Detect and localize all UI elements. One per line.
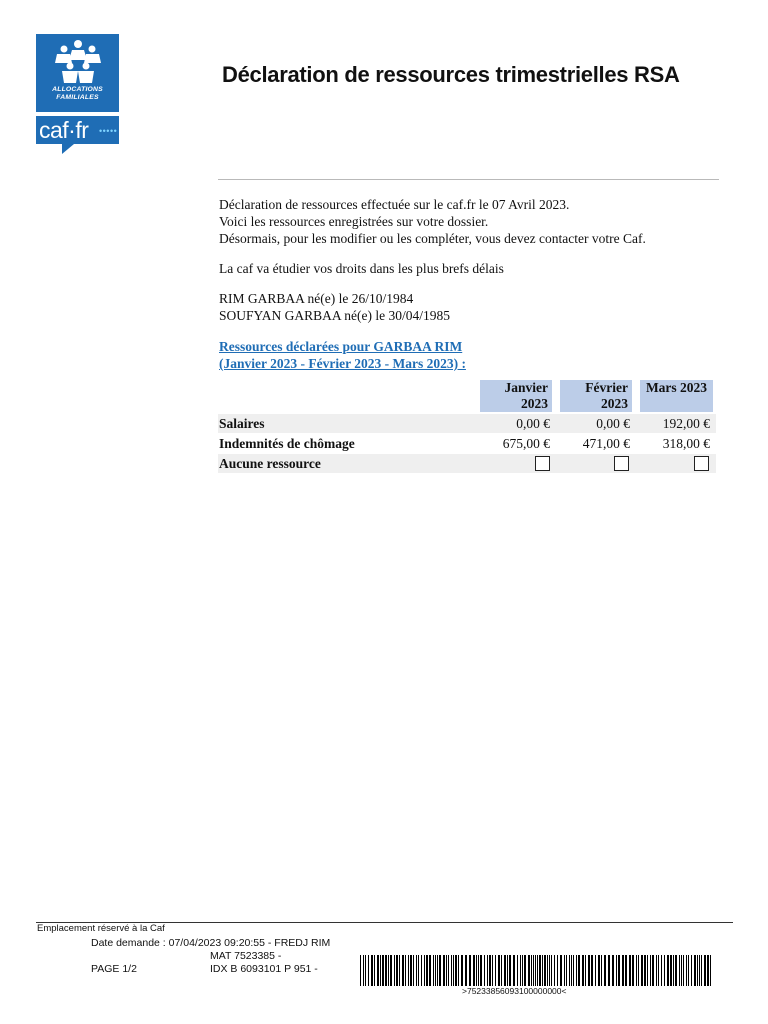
- barcode-bar: [578, 955, 580, 986]
- barcode-bar: [670, 955, 672, 986]
- barcode-bar: [371, 955, 373, 986]
- barcode-bar: [650, 955, 651, 986]
- barcode-bar: [437, 955, 438, 986]
- barcode-bar: [476, 955, 477, 986]
- table-row-salaires: [218, 414, 716, 433]
- barcode-bar: [595, 955, 596, 986]
- barcode-bar: [591, 955, 593, 986]
- barcode-bar: [405, 955, 406, 986]
- barcode-bar: [509, 955, 511, 986]
- column-header-mars: [640, 380, 713, 412]
- column-header-janvier: [480, 380, 552, 412]
- footer-reserved-label: Emplacement réservé à la Caf: [37, 923, 165, 934]
- barcode-bar: [469, 955, 471, 986]
- barcode-bar: [707, 955, 709, 986]
- person-2: SOUFYAN GARBAA né(e) le 30/04/1985: [219, 308, 450, 323]
- checkbox-fevrier[interactable]: [614, 456, 629, 471]
- intro-line-3: Désormais, pour les modifier ou les compléter, vous devez contacter votre Caf.: [219, 231, 646, 246]
- barcode-bar: [426, 955, 428, 986]
- barcode-bar: [632, 955, 634, 986]
- cell-value: 0,00 €: [516, 416, 550, 431]
- barcode-bar: [588, 955, 590, 986]
- barcode-bar: [582, 955, 584, 986]
- barcode-bar: [380, 955, 381, 986]
- barcode-bar: [368, 955, 369, 986]
- barcode-bar: [636, 955, 637, 986]
- barcode-bar: [656, 955, 657, 986]
- barcode-bar: [681, 955, 682, 986]
- barcode-bar: [522, 955, 523, 986]
- barcode-text: >75233856093100000000<: [462, 986, 567, 996]
- barcode-bar: [647, 955, 648, 986]
- barcode-bar: [377, 955, 379, 986]
- barcode-bar: [413, 955, 414, 986]
- barcode-bar: [504, 955, 506, 986]
- barcode-bar: [513, 955, 515, 986]
- barcode-bar: [524, 955, 526, 986]
- barcode-bar: [495, 955, 496, 986]
- barcode-bar: [598, 955, 600, 986]
- barcode-bar: [382, 955, 384, 986]
- barcode-bar: [551, 955, 552, 986]
- barcode-bar: [604, 955, 606, 986]
- footer-page-number: PAGE 1/2: [91, 963, 137, 975]
- barcode-bar: [699, 955, 700, 986]
- barcode-bar: [498, 955, 500, 986]
- barcode-bar: [451, 955, 452, 986]
- section-heading-line-2: (Janvier 2023 - Février 2023 - Mars 2023) :: [219, 356, 466, 371]
- title-divider: [218, 179, 719, 180]
- barcode-bar: [533, 955, 534, 986]
- row-label: Salaires: [219, 416, 265, 431]
- barcode-bar: [710, 955, 711, 986]
- barcode-bar: [686, 955, 687, 986]
- checkbox-mars[interactable]: [694, 456, 709, 471]
- barcode-bar: [531, 955, 532, 986]
- barcode-bar: [571, 955, 572, 986]
- barcode-bar: [501, 955, 502, 986]
- footer-date-demande: Date demande : 07/04/2023 09:20:55 - FREDJ RIM: [91, 937, 331, 949]
- barcode-bar: [691, 955, 692, 986]
- barcode-bar: [473, 955, 475, 986]
- logo-allocations-familiales: [36, 86, 119, 102]
- checkbox-janvier[interactable]: [535, 456, 550, 471]
- barcode-bar: [520, 955, 521, 986]
- table-row-chomage: [218, 434, 716, 453]
- barcode-bar: [638, 955, 639, 986]
- barcode-bar: [542, 955, 543, 986]
- cell-value: 192,00 €: [662, 416, 710, 431]
- barcode-bar: [679, 955, 680, 986]
- barcode-bar: [408, 955, 409, 986]
- person-1: RIM GARBAA né(e) le 26/10/1984: [219, 291, 414, 306]
- barcode-bar: [658, 955, 659, 986]
- barcode-bar: [487, 955, 488, 986]
- barcode-bar: [641, 955, 643, 986]
- barcode-bar: [601, 955, 602, 986]
- barcode-bar: [560, 955, 562, 986]
- barcode-bar: [489, 955, 491, 986]
- barcode-bar: [365, 955, 366, 986]
- logo-caf-text: caf·fr: [39, 117, 89, 143]
- barcode-icon: [360, 955, 713, 986]
- barcode-bar: [478, 955, 479, 986]
- barcode-bar: [453, 955, 454, 986]
- logo-dots: •••••: [99, 126, 118, 136]
- barcode-bar: [517, 955, 518, 986]
- barcode-bar: [554, 955, 555, 986]
- barcode-bar: [612, 955, 614, 986]
- barcode-bar: [618, 955, 620, 986]
- barcode-bar: [697, 955, 698, 986]
- barcode-bar: [667, 955, 669, 986]
- barcode-bar: [566, 955, 567, 986]
- barcode-bar: [390, 955, 392, 986]
- notice-text: La caf va étudier vos droits dans les plus brefs délais: [219, 261, 504, 276]
- footer-idx: IDX B 6093101 P 951 -: [210, 963, 318, 975]
- barcode-bar: [492, 955, 493, 986]
- barcode-bar: [544, 955, 546, 986]
- barcode-bar: [448, 955, 449, 986]
- barcode-bar: [608, 955, 610, 986]
- barcode-bar: [399, 955, 400, 986]
- logo-line-1: ALLOCATIONS: [52, 86, 103, 93]
- cell-value: 318,00 €: [662, 436, 710, 451]
- barcode-bar: [455, 955, 457, 986]
- persons-list: [219, 290, 450, 324]
- cell-value: 675,00 €: [502, 436, 550, 451]
- table-row-aucune-ressource: [218, 454, 716, 473]
- barcode-bar: [661, 955, 662, 986]
- logo-line-2: FAMILIALES: [56, 94, 99, 101]
- barcode-bar: [396, 955, 398, 986]
- barcode-bar: [535, 955, 536, 986]
- footer-mat: MAT 7523385 -: [210, 950, 282, 962]
- barcode-bar: [688, 955, 689, 986]
- barcode-bar: [652, 955, 654, 986]
- caf-logo: [36, 34, 119, 156]
- barcode-bar: [461, 955, 463, 986]
- cell-value: 0,00 €: [596, 416, 630, 431]
- barcode-bar: [701, 955, 702, 986]
- barcode-bar: [418, 955, 419, 986]
- barcode-bar: [673, 955, 674, 986]
- barcode-bar: [429, 955, 431, 986]
- barcode-bar: [439, 955, 441, 986]
- barcode-bar: [549, 955, 550, 986]
- barcode-bar: [435, 955, 436, 986]
- barcode-bar: [446, 955, 447, 986]
- barcode-bar: [388, 955, 389, 986]
- section-heading-line-1: Ressources déclarées pour GARBAA RIM: [219, 339, 463, 354]
- intro-line-2: Voici les ressources enregistrées sur votre dossier.: [219, 214, 489, 229]
- barcode-bar: [424, 955, 425, 986]
- barcode-bar: [569, 955, 570, 986]
- barcode-bar: [629, 955, 631, 986]
- barcode-bar: [675, 955, 677, 986]
- barcode-bar: [537, 955, 538, 986]
- column-header-fevrier-line-1: Février: [585, 380, 628, 395]
- barcode-bar: [564, 955, 565, 986]
- barcode-bar: [585, 955, 586, 986]
- barcode-bar: [402, 955, 404, 986]
- barcode-bar: [625, 955, 627, 986]
- barcode-bar: [573, 955, 574, 986]
- barcode-bar: [480, 955, 482, 986]
- intro-line-1: Déclaration de ressources effectuée sur le caf.fr le 07 Avril 2023.: [219, 197, 570, 212]
- page-title: Déclaration de ressources trimestrielles RSA: [222, 62, 680, 87]
- barcode-bar: [374, 955, 375, 986]
- barcode-bar: [622, 955, 624, 986]
- column-header-fevrier-line-2: 2023: [601, 396, 628, 411]
- barcode-bar: [507, 955, 508, 986]
- family-figures-icon: [52, 39, 104, 85]
- barcode-bar: [433, 955, 434, 986]
- barcode-bar: [443, 955, 445, 986]
- column-header-mars-line-1: Mars 2023: [645, 380, 708, 395]
- barcode-bar: [539, 955, 541, 986]
- column-header-janvier-line-2: 2023: [521, 396, 548, 411]
- barcode-bar: [528, 955, 530, 986]
- column-header-janvier-line-1: Janvier: [504, 380, 548, 395]
- barcode-bar: [576, 955, 577, 986]
- barcode-bar: [683, 955, 684, 986]
- barcode-bar: [360, 955, 361, 986]
- column-header-fevrier: [560, 380, 632, 412]
- barcode-bar: [547, 955, 548, 986]
- barcode-bar: [465, 955, 467, 986]
- row-label: Aucune ressource: [219, 456, 321, 471]
- barcode-bar: [416, 955, 417, 986]
- barcode-bar: [458, 955, 459, 986]
- barcode-bar: [664, 955, 665, 986]
- cell-value: 471,00 €: [582, 436, 630, 451]
- barcode-bar: [557, 955, 558, 986]
- resources-section-heading: [219, 338, 466, 372]
- barcode-bar: [410, 955, 412, 986]
- logo-speech-tail: [62, 144, 74, 154]
- barcode-bar: [421, 955, 422, 986]
- barcode-bar: [484, 955, 485, 986]
- barcode-bar: [694, 955, 696, 986]
- barcode-bar: [616, 955, 617, 986]
- barcode-bar: [363, 955, 364, 986]
- barcode-bar: [704, 955, 706, 986]
- barcode-bar: [644, 955, 646, 986]
- barcode-bar: [394, 955, 395, 986]
- intro-paragraph: [219, 196, 646, 247]
- barcode-bar: [385, 955, 387, 986]
- row-label: Indemnités de chômage: [219, 436, 355, 451]
